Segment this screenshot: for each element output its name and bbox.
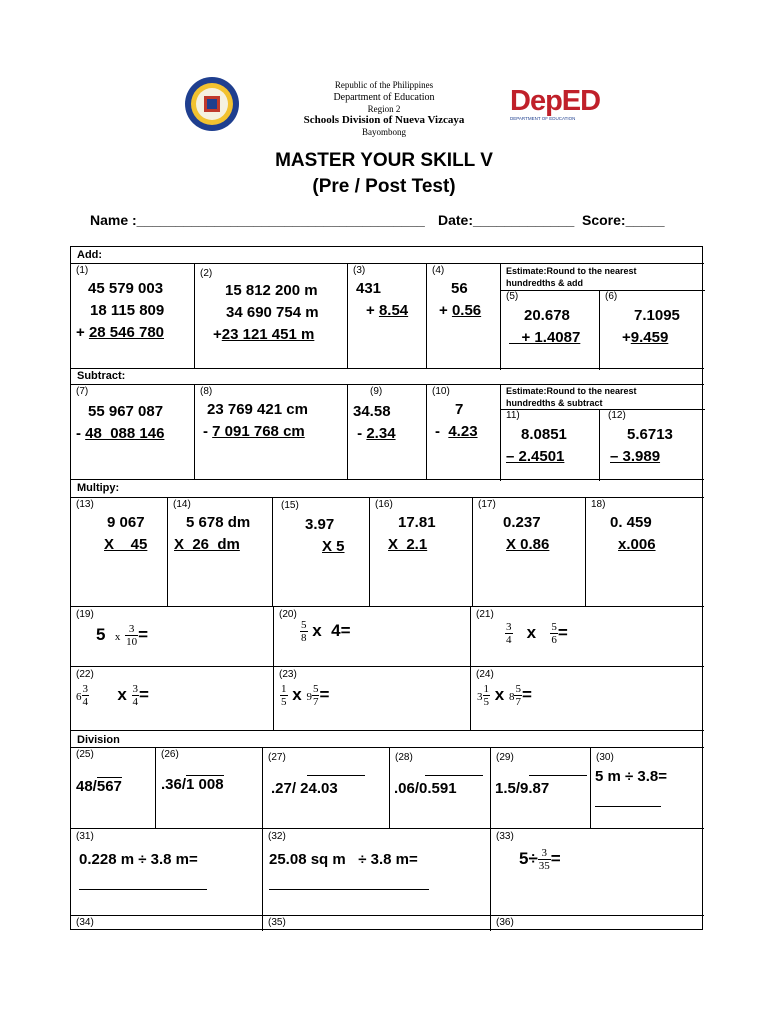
dividend: 1 008 — [186, 776, 224, 793]
minus-sign: - — [435, 423, 449, 440]
operand-value: 4.23 — [448, 423, 478, 440]
times-sign: x — [494, 684, 505, 704]
operand-1: 5.6713 — [627, 426, 673, 443]
estimate-add-box — [500, 263, 704, 369]
fraction — [125, 623, 138, 648]
denominator: 10 — [126, 636, 138, 648]
problem-number: (4) — [432, 265, 445, 276]
problem-32 — [262, 828, 491, 916]
problem-number: (35) — [268, 917, 286, 928]
problem-number: (10) — [432, 386, 450, 397]
problem-number: 18) — [591, 499, 606, 510]
divisor: 48/ — [76, 778, 97, 795]
whole-number: 5 — [96, 624, 106, 644]
operand-2: X 5 — [322, 538, 345, 555]
answer-blank — [269, 889, 429, 890]
expression: .06/0.591 — [394, 780, 457, 797]
expression: .27/ 24.03 — [271, 780, 338, 797]
problem-number: (13) — [76, 499, 94, 510]
section-division: Division — [77, 734, 120, 746]
numerator: 1 — [281, 683, 287, 695]
division-bar — [529, 775, 587, 776]
operand-1: 34.58 — [353, 403, 391, 420]
estimate-add-instruction: Estimate:Round to the nearest hundredths & add — [506, 266, 637, 288]
operand-1: 9 067 — [107, 514, 145, 531]
operand-2 — [439, 302, 481, 319]
numerator: 3 — [538, 847, 551, 860]
fraction — [483, 683, 491, 708]
deped-logo-subtext: DEPARTMENT OF EDUCATION — [510, 116, 576, 121]
operand-2: X 45 — [104, 536, 148, 553]
operand-1: 431 — [356, 280, 382, 297]
expression — [76, 778, 122, 795]
problem-number: (28) — [395, 752, 413, 763]
problem-35 — [262, 915, 491, 931]
equals-sign: = — [319, 684, 330, 704]
expression — [300, 619, 351, 644]
operand-3 — [213, 326, 314, 343]
page-subtitle: (Pre / Post Test) — [312, 176, 456, 197]
whole-number: 9 — [306, 690, 312, 703]
denominator: 8 — [301, 632, 307, 644]
problem-12 — [599, 409, 705, 481]
region-line: Region 2 — [367, 104, 401, 114]
denominator: 4 — [82, 696, 88, 708]
estimate-subtract-box — [500, 384, 704, 480]
problem-number: (2) — [200, 268, 213, 279]
problem-number: (8) — [200, 386, 213, 397]
times-four: x 4= — [312, 620, 351, 640]
fraction — [538, 847, 551, 872]
problem-number: (25) — [76, 749, 94, 760]
operand-1: 5 678 dm — [186, 514, 251, 531]
times-sign: x — [526, 622, 537, 642]
problem-29 — [490, 747, 591, 829]
problem-17 — [472, 497, 586, 607]
denominator: 5 — [483, 696, 489, 708]
operand-2 — [76, 425, 164, 442]
republic-line: Republic of the Philippines — [334, 80, 434, 90]
division-bar — [307, 775, 365, 776]
equals-sign: = — [557, 622, 568, 642]
operand-2: – 2.4501 — [506, 448, 565, 465]
problem-13 — [71, 497, 168, 607]
problem-20 — [273, 606, 471, 667]
page-title: MASTER YOUR SKILL V — [275, 150, 493, 171]
problem-28 — [389, 747, 491, 829]
problem-number: (17) — [478, 499, 496, 510]
equals-sign: = — [138, 624, 149, 644]
problem-24 — [470, 666, 704, 731]
operand-2: X 0.86 — [506, 536, 550, 553]
problem-number: (24) — [476, 669, 494, 680]
plus-sign: + — [622, 329, 631, 346]
minus-sign: - — [203, 423, 213, 440]
problem-26 — [155, 747, 263, 829]
operand-1: 3.97 — [305, 516, 335, 533]
numerator: 5 — [301, 619, 307, 631]
fraction — [280, 683, 288, 708]
dividend: 567 — [96, 778, 122, 795]
expression: 25.08 sq m ÷ 3.8 m= — [269, 851, 418, 868]
minus-sign: - — [76, 425, 86, 442]
problem-3 — [347, 263, 427, 369]
problem-21 — [470, 606, 704, 667]
problem-19 — [71, 606, 274, 667]
operand-3 — [76, 324, 164, 341]
numerator: 5 — [312, 683, 319, 695]
operand-value: 28 546 780 — [88, 324, 165, 341]
problem-1 — [71, 263, 195, 369]
operand-2 — [366, 302, 408, 319]
whole-number: 5÷ — [519, 848, 538, 868]
problem-10 — [426, 384, 501, 480]
divisor: .36/ — [161, 776, 187, 793]
problem-14 — [167, 497, 273, 607]
operand-2: – 3.989 — [610, 448, 661, 465]
problem-8 — [194, 384, 348, 480]
problem-33 — [490, 828, 704, 916]
expression — [161, 776, 224, 793]
operand-2: 18 115 809 — [90, 302, 165, 319]
department-line: Department of Education — [333, 92, 435, 103]
problem-number: (33) — [496, 831, 514, 842]
minus-sign: - — [353, 425, 367, 442]
problem-7 — [71, 384, 195, 480]
problem-number: (26) — [161, 749, 179, 760]
times-sign: x — [114, 630, 121, 643]
plus-sign: + — [76, 324, 89, 341]
problem-number: (27) — [268, 752, 286, 763]
date-field[interactable]: Date:_____________ — [438, 212, 575, 228]
problem-22 — [71, 666, 274, 731]
operand-1: 8.0851 — [521, 426, 567, 443]
operand-2: x.006 — [618, 536, 656, 553]
division-bar — [425, 775, 483, 776]
expression — [76, 683, 149, 708]
fraction — [132, 683, 140, 708]
deped-logo — [510, 86, 606, 126]
expression — [477, 683, 532, 708]
problem-5 — [500, 290, 600, 370]
times-sign: x — [292, 684, 302, 704]
problem-number: (16) — [375, 499, 393, 510]
estimate-subtract-instruction: Estimate:Round to the nearest hundredths & subtract — [506, 386, 637, 408]
problem-number: (30) — [596, 752, 614, 763]
deped-logo-text: DepED — [510, 85, 601, 117]
expression: 1.5/9.87 — [495, 780, 550, 797]
operand-value: 2.34 — [366, 425, 396, 442]
problem-number: (3) — [353, 265, 366, 276]
operand-1: 20.678 — [524, 307, 570, 324]
division-line: Schools Division of Nueva Vizcaya — [303, 114, 465, 126]
equals-sign: = — [550, 848, 561, 868]
operand-2 — [203, 423, 305, 440]
numerator: 3 — [132, 683, 139, 695]
expression — [280, 683, 329, 708]
operand-1: 56 — [451, 280, 468, 297]
operand-value: 7 091 768 cm — [212, 423, 305, 440]
expression — [505, 621, 568, 646]
problem-11 — [500, 409, 600, 481]
operand-value: 9.459 — [630, 329, 669, 346]
problem-34 — [71, 915, 263, 931]
whole-number: 6 — [76, 690, 82, 703]
numerator: 5 — [515, 683, 521, 695]
answer-blank — [595, 806, 661, 807]
problem-15 — [272, 497, 370, 607]
operand-1: 55 967 087 — [88, 403, 164, 420]
name-field[interactable]: Name :_____________________________________ — [90, 212, 425, 228]
operand-value: 23 121 451 m — [221, 326, 315, 343]
operand-1: 15 812 200 m — [225, 282, 318, 299]
operand-1: 0. 459 — [610, 514, 652, 531]
denominator: 7 — [312, 696, 319, 708]
denominator: 7 — [515, 696, 521, 708]
plus-sign: + — [439, 302, 452, 319]
operand-1: 17.81 — [398, 514, 436, 531]
numerator: 3 — [125, 623, 138, 636]
section-subtract: Subtract: — [77, 370, 126, 382]
fraction — [82, 683, 90, 708]
answer-blank — [79, 889, 207, 890]
numerator: 3 — [506, 621, 512, 633]
problem-27 — [262, 747, 390, 829]
problem-number: (1) — [76, 265, 89, 276]
problem-25 — [71, 747, 156, 829]
problem-number: (31) — [76, 831, 94, 842]
problem-number: (20) — [279, 609, 297, 620]
operand-1: 23 769 421 cm — [207, 401, 308, 418]
problem-number: (12) — [608, 410, 626, 421]
operand-2 — [353, 425, 396, 442]
expression — [519, 847, 561, 872]
operand-2: X 26 dm — [174, 536, 240, 553]
operand-2: 34 690 754 m — [226, 304, 319, 321]
equals-sign: = — [139, 684, 149, 704]
denominator: 5 — [281, 696, 287, 708]
problem-number: (15) — [281, 500, 299, 511]
fraction — [300, 619, 308, 644]
plus-sign: + — [213, 326, 222, 343]
plus-sign: + — [366, 302, 379, 319]
problem-number: (6) — [605, 291, 618, 302]
problem-number: (23) — [279, 669, 297, 680]
problem-16 — [369, 497, 473, 607]
problem-30 — [590, 747, 704, 829]
operand-2 — [435, 423, 478, 440]
problem-number: (34) — [76, 917, 94, 928]
denominator: 6 — [551, 634, 557, 646]
operand-1: 7.1095 — [634, 307, 680, 324]
whole-number: 8 — [508, 690, 515, 703]
problem-number: (22) — [76, 669, 94, 680]
expression: 5 m ÷ 3.8= — [595, 768, 668, 785]
problem-number: (9) — [370, 386, 383, 397]
times-sign: x — [117, 684, 127, 704]
problem-number: (7) — [76, 386, 89, 397]
numerator: 3 — [82, 683, 88, 695]
problem-6 — [599, 290, 705, 370]
problem-18 — [585, 497, 704, 607]
problem-9 — [347, 384, 427, 480]
score-field[interactable]: Score:_____ — [582, 212, 665, 228]
fraction — [505, 621, 513, 646]
operand-2: + 1.4087 — [509, 329, 581, 346]
problem-4 — [426, 263, 501, 369]
section-multiply: Multipy: — [77, 482, 120, 494]
problem-31 — [71, 828, 263, 916]
fraction — [514, 683, 522, 708]
problem-number: 11) — [506, 410, 520, 421]
denominator: 35 — [538, 860, 550, 872]
operand-1: 45 579 003 — [88, 280, 164, 297]
numerator: 1 — [483, 683, 489, 695]
problem-number: (21) — [476, 609, 494, 620]
denominator: 4 — [132, 696, 139, 708]
problem-2 — [194, 263, 348, 369]
operand-1: 0.237 — [503, 514, 541, 531]
problem-23 — [273, 666, 471, 731]
problem-number: (36) — [496, 917, 514, 928]
operand-value: 0.56 — [451, 302, 482, 319]
equals-sign: = — [521, 684, 532, 704]
problem-number: (14) — [173, 499, 191, 510]
operand-2 — [622, 329, 668, 346]
problem-36 — [490, 915, 704, 931]
operand-value: 48 088 146 — [85, 425, 165, 442]
town-line: Bayombong — [362, 127, 406, 137]
problem-number: (5) — [506, 291, 519, 302]
test-grid — [70, 246, 703, 930]
expression — [96, 623, 148, 648]
expression: 0.228 m ÷ 3.8 m= — [79, 851, 198, 868]
operand-value: 8.54 — [378, 302, 409, 319]
fraction — [550, 621, 558, 646]
whole-number: 3 — [477, 690, 483, 703]
problem-number: (19) — [76, 609, 94, 620]
numerator: 5 — [551, 621, 557, 633]
section-add: Add: — [77, 249, 103, 261]
problem-number: (32) — [268, 831, 286, 842]
operand-1: 7 — [455, 401, 464, 418]
operand-2: X 2.1 — [388, 536, 428, 553]
problem-number: (29) — [496, 752, 514, 763]
denominator: 4 — [506, 634, 512, 646]
